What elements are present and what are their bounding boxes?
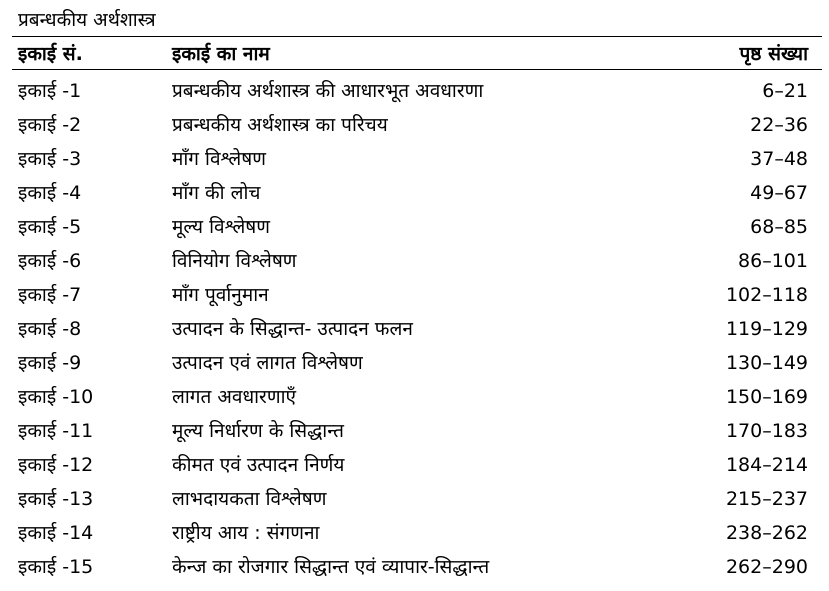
header-top-rule — [12, 36, 822, 37]
unit-number: इकाई -3 — [18, 148, 82, 170]
unit-number: इकाई -15 — [18, 556, 94, 578]
unit-name: लागत अवधारणाएँ — [172, 386, 296, 408]
unit-number: इकाई -6 — [18, 250, 82, 272]
unit-name: माँग विश्लेषण — [172, 148, 266, 170]
unit-number: इकाई -13 — [18, 488, 94, 510]
column-header-unit-name: इकाई का नाम — [172, 43, 270, 65]
page-range: 68–85 — [750, 216, 808, 238]
table-row — [0, 176, 829, 210]
table-row — [0, 210, 829, 244]
page-range: 184–214 — [725, 454, 808, 476]
page-range: 215–237 — [725, 488, 808, 510]
table-row — [0, 448, 829, 482]
page-range: 130–149 — [725, 352, 808, 374]
page-range: 37–48 — [750, 148, 808, 170]
page-range: 238–262 — [725, 522, 808, 544]
table-row — [0, 380, 829, 414]
page-range: 150–169 — [725, 386, 808, 408]
unit-number: इकाई -11 — [18, 420, 94, 442]
unit-number: इकाई -2 — [18, 114, 82, 136]
column-header-page-count: पृष्ठ संख्या — [739, 43, 808, 65]
unit-name: विनियोग विश्लेषण — [172, 250, 297, 272]
header-bottom-rule — [12, 69, 822, 70]
table-row — [0, 244, 829, 278]
unit-name: लाभदायकता विश्लेषण — [172, 488, 327, 510]
page-range: 262–290 — [725, 556, 808, 578]
unit-name: उत्पादन के सिद्धान्त- उत्पादन फलन — [172, 318, 413, 340]
table-row — [0, 278, 829, 312]
table-row — [0, 74, 829, 108]
unit-name: केन्ज का रोजगार सिद्धान्त एवं व्यापार-सिद्धान्त — [172, 556, 490, 578]
unit-name: मूल्य निर्धारण के सिद्धान्त — [172, 420, 344, 442]
unit-name: मूल्य विश्लेषण — [172, 216, 271, 238]
table-row — [0, 414, 829, 448]
unit-number: इकाई -14 — [18, 522, 94, 544]
unit-number: इकाई -7 — [18, 284, 82, 306]
unit-name: उत्पादन एवं लागत विश्लेषण — [172, 352, 363, 374]
unit-number: इकाई -10 — [18, 386, 94, 408]
unit-number: इकाई -4 — [18, 182, 82, 204]
contents-table — [0, 74, 829, 584]
page-range: 6–21 — [762, 80, 808, 102]
page-range: 170–183 — [725, 420, 808, 442]
unit-name: माँग की लोच — [172, 182, 261, 204]
unit-number: इकाई -9 — [18, 352, 82, 374]
page-range: 22–36 — [750, 114, 808, 136]
table-row — [0, 516, 829, 550]
unit-name: माँग पूर्वानुमान — [172, 284, 269, 306]
column-header-unit-no: इकाई सं. — [18, 43, 83, 65]
unit-number: इकाई -8 — [18, 318, 82, 340]
unit-number: इकाई -12 — [18, 454, 94, 476]
page-range: 102–118 — [725, 284, 808, 306]
table-row — [0, 142, 829, 176]
unit-number: इकाई -1 — [18, 80, 82, 102]
unit-name: प्रबन्धकीय अर्थशास्त्र की आधारभूत अवधारणा — [172, 80, 484, 102]
unit-number: इकाई -5 — [18, 216, 82, 238]
page-range: 86–101 — [738, 250, 808, 272]
table-row — [0, 312, 829, 346]
table-row — [0, 108, 829, 142]
page-title: प्रबन्धकीय अर्थशास्त्र — [18, 9, 156, 31]
table-row — [0, 482, 829, 516]
unit-name: राष्ट्रीय आय : संगणना — [172, 522, 320, 544]
table-row — [0, 346, 829, 380]
page-range: 49–67 — [750, 182, 808, 204]
table-row — [0, 550, 829, 584]
page-range: 119–129 — [725, 318, 808, 340]
unit-name: प्रबन्धकीय अर्थशास्त्र का परिचय — [172, 114, 388, 136]
unit-name: कीमत एवं उत्पादन निर्णय — [172, 454, 345, 476]
